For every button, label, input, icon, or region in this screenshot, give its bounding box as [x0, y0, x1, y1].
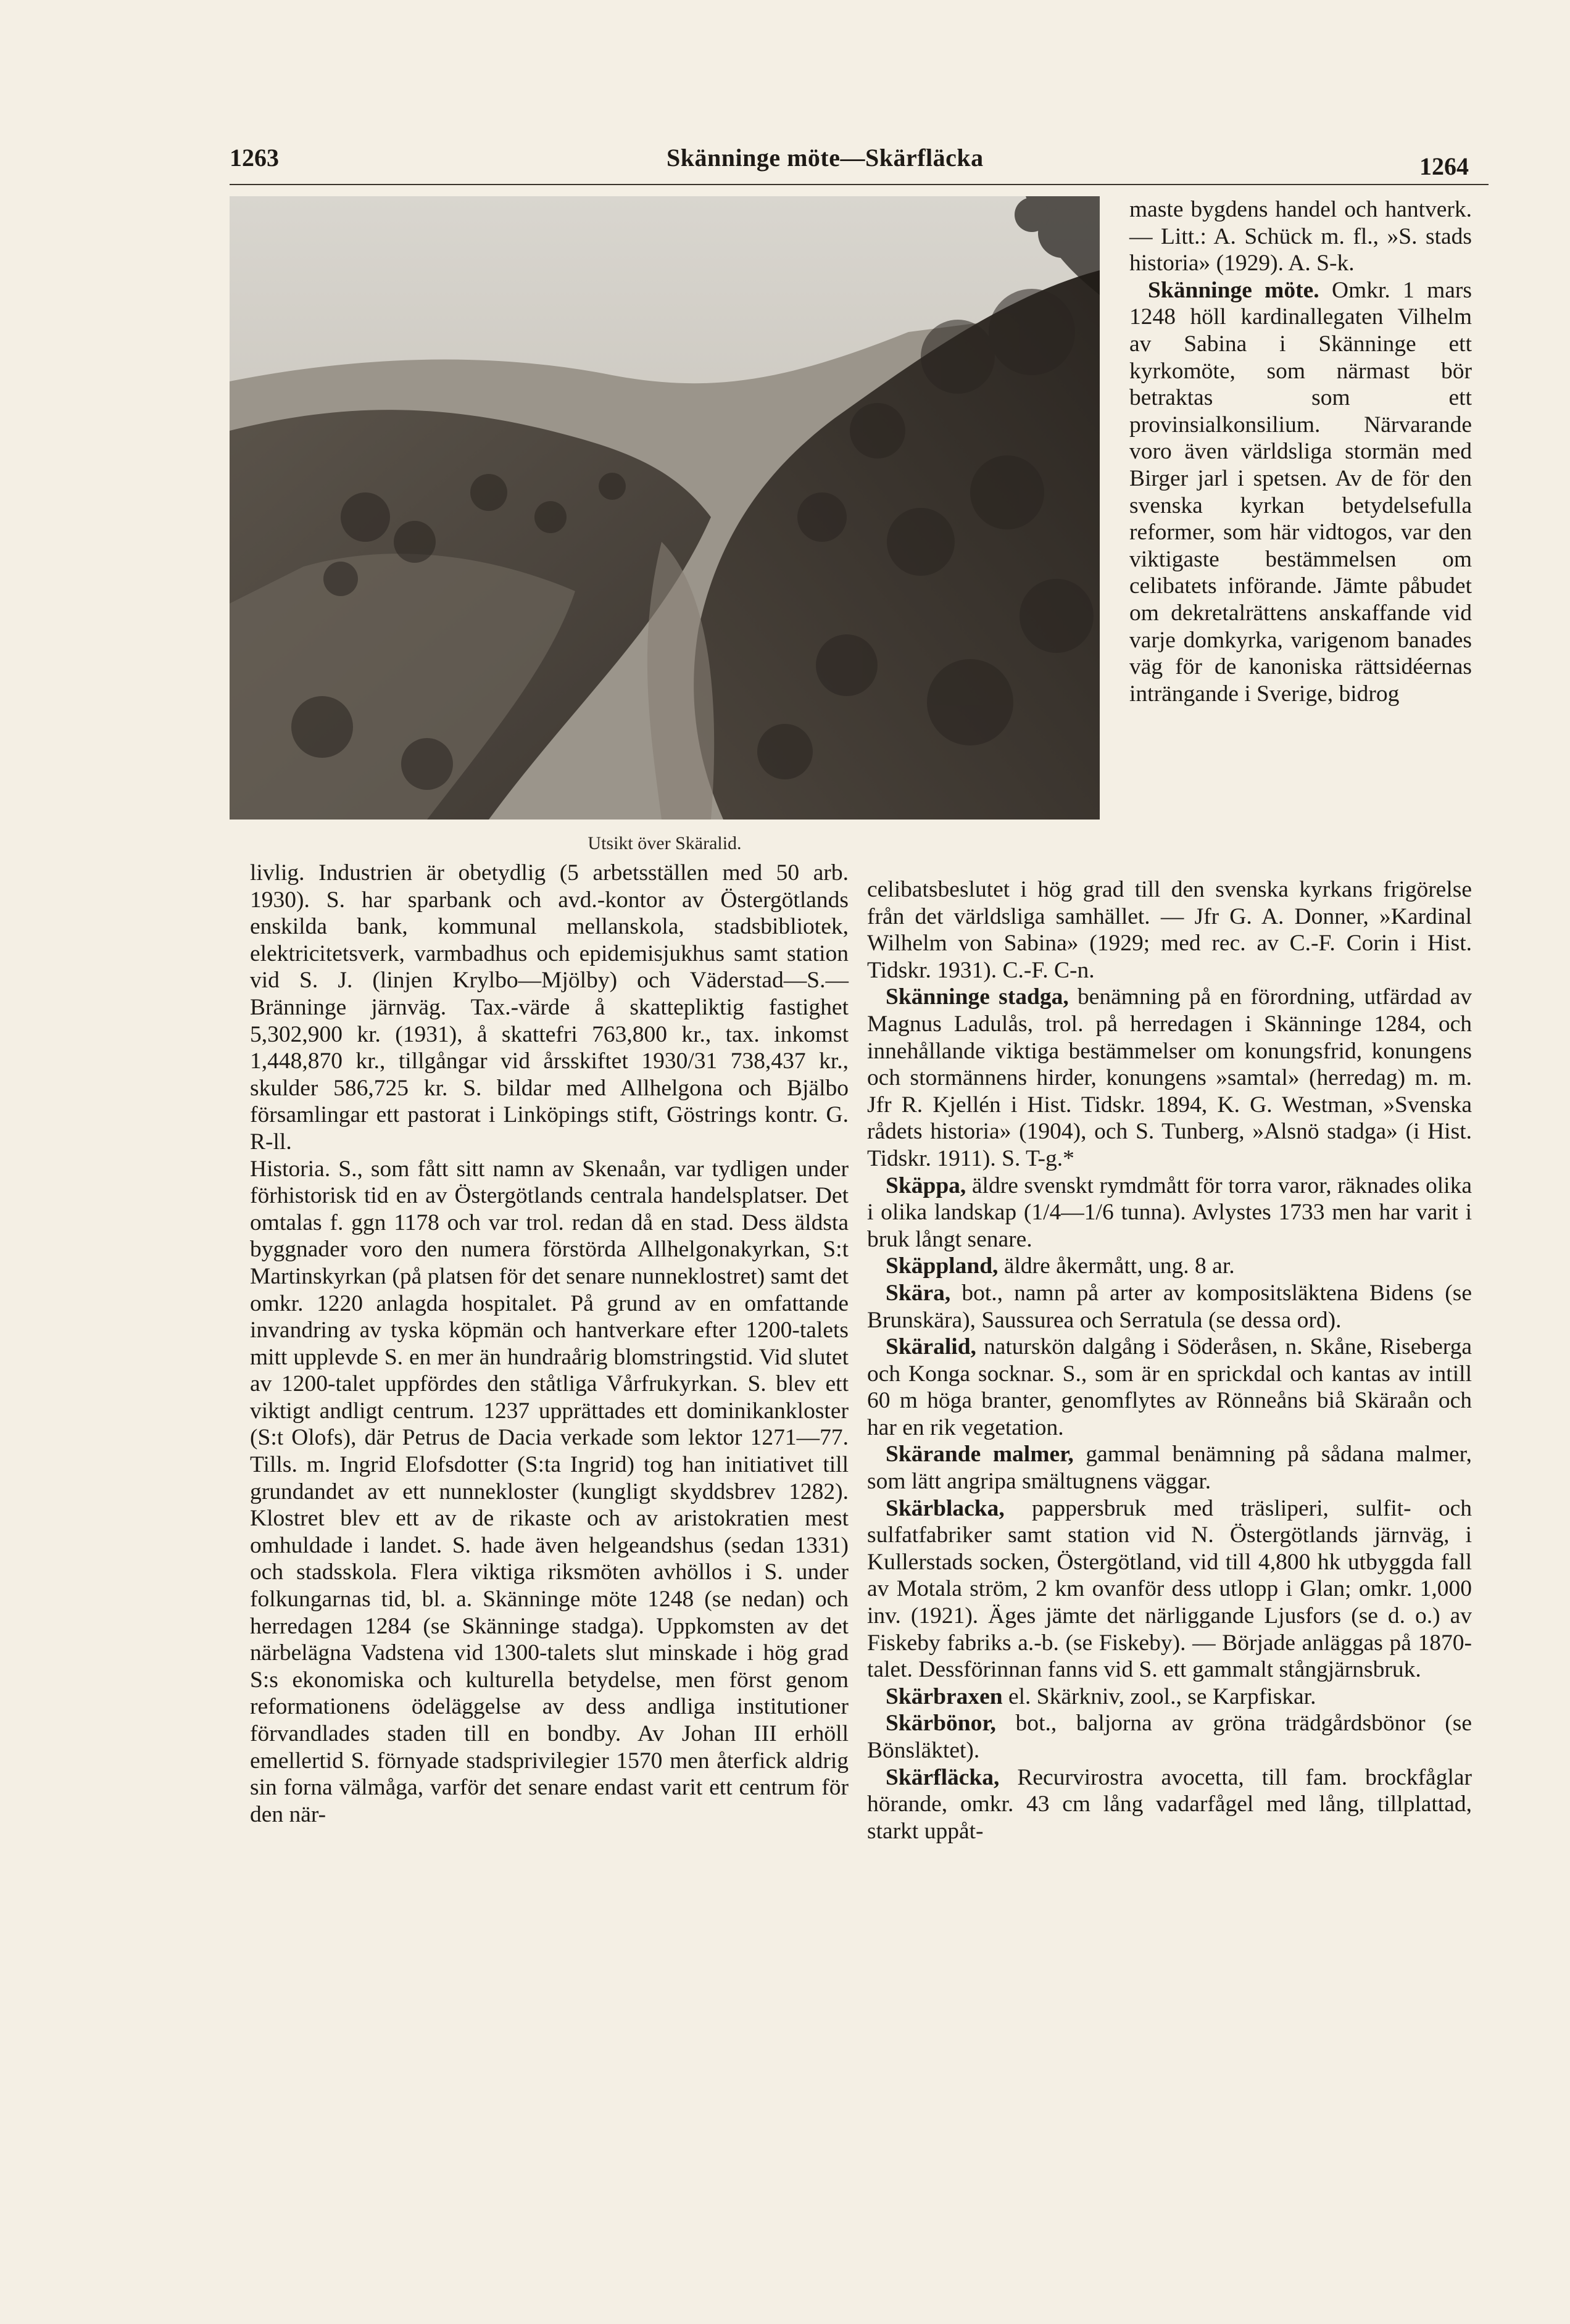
page-number-right: 1264	[1419, 152, 1469, 180]
right-top-paragraph-1: maste bygdens handel och hantverk. — Litt.: A. Schück m. fl., »S. stads historia» (1929). A. S-k.	[1129, 197, 1472, 276]
entry-headword: Skänninge möte.	[1148, 277, 1319, 303]
entry-headword: Skärande malmer,	[886, 1442, 1074, 1467]
left-column	[250, 860, 849, 1828]
left-paragraph-1: livlig. Industrien är obetydlig (5 arbetsställen med 50 arb. 1930). S. har sparbank och avd.-kontor av Östergötlands enskilda bank, kommunal mellanskola, stadsbibliotek, elektricitetsverk, varmbadhus och epidemisjukhus samt station vid S. J. (linjen Krylbo—Mjölby) och Väderstad—S.—Bränninge järnväg. Tax.-värde å skattepliktig fastighet 5,302,900 kr. (1931), å skattefri 763,800 kr., tax. inkomst 1,448,870 kr., tillgångar vid årsskiftet 1930/31 738,437 kr., skulder 586,725 kr. S. bildar med Allhelgona och Bjälbo församlingar ett pastorat i Linköpings stift, Göstrings kontr. G. R-ll.	[250, 860, 849, 1155]
running-head: Skänninge möte—Skärfläcka	[667, 144, 984, 172]
entry-skarande-malmer: Skärande malmer, gammal benämning på sådana malmer, som lätt angripa smältugnens väggar.	[867, 1442, 1472, 1495]
left-paragraph-historia: Historia. S., som fått sitt namn av Skenaån, var tydligen under förhistorisk tid en av Östergötlands centrala handelsplatser. Det omtalas f. ggn 1178 och var trol. redan då en stad. Dess äldsta byggnader voro den numera förstörda Allhelgonakyrkan, S:t Martinskyrkan (på platsen för det senare nunneklostret) samt det omkr. 1220 anlagda hospitalet. På grund av en omfattande invandring av tyska köpmän och hantverkare efter 1200-talets mitt upplevde S. en mer än hundraårig blomstringstid. Vid slutet av 1200-talet uppfördes den ståtliga Vårfrukyrkan. S. blev ett viktigt andligt centrum. 1237 upprättades ett dominikankloster (S:t Olofs), där Petrus de Dacia verkade som lektor 1271—77. Tills. m. Ingrid Elofsdotter (S:ta Ingrid) tog han initiativet till grundandet av ett nunnekloster (kungligt skyddsbrev 1282). Klostret blev ett av de rikaste och av aristokratien mest omhuldade i landet. S. hade även helgeandshus (sedan 1331) och stadsskola. Flera viktiga riksmöten avhöllos i S. under folkungarnas tid, bl. a. Skänninge möte 1248 (se nedan) och herredagen 1284 (se Skänninge stadga). Uppkomsten av det närbelägna Vadstena vid 1300-talets slut minskade i hög grad S:s ekonomiska och kulturella betydelse, men först genom reformationens ödeläggelse av dess andliga institutioner förvandlades staden till en bondby. Av Johan III erhöll emellertid S. förnyade stadsprivilegier 1570 men återfick aldrig sin forna välmåga, varför det senare endast varit ett centrum för den när-	[250, 1156, 849, 1827]
right-column-bottom	[867, 876, 1472, 1845]
entry-headword: Skäppa,	[886, 1172, 966, 1198]
entry-skarflacka: Skärfläcka, Recurvirostra avocetta, till fam. brockfåglar hörande, omkr. 43 cm lång vadarfågel med lång, tillplattad, starkt uppåt-	[867, 1764, 1472, 1844]
entry-skara: Skära, bot., namn på arter av kompositsläktena Bidens (se Brunskära), Saussurea och Serratula (se dessa ord).	[867, 1280, 1472, 1333]
landscape-photo	[230, 196, 1100, 820]
entry-headword: Skärblacka,	[886, 1495, 1005, 1521]
entry-skarbraxen: Skärbraxen el. Skärkniv, zool., se Karpfiskar.	[886, 1683, 1316, 1709]
entry-skappland: Skäppland, äldre åkermått, ung. 8 ar.	[886, 1253, 1235, 1279]
header-rule	[230, 184, 1489, 185]
entry-headword: Skärbönor,	[886, 1711, 996, 1737]
entry-skanninge-stadga: Skänninge stadga, benämning på en förordning, utfärdad av Magnus Ladulås, trol. på herredagen i Skänninge 1284, och innehållande viktiga bestämmelser om konungsfrid, konungens och stormännens hirder, konungens »samtal» (herredag) m. m. Jfr R. Kjellén i Hist. Tidskr. 1894, K. G. Westman, »Svenska rådets historia» (1904), och S. Tunberg, »Alsnö stadga» (i Hist. Tidskr. 1911). S. T-g.*	[867, 984, 1472, 1171]
landscape-photo-icon	[230, 196, 1100, 820]
entry-headword: Skäppland,	[886, 1253, 999, 1279]
entry-skappa: Skäppa, äldre svenskt rymdmått för torra varor, räknades olika i olika landskap (1/4—1/6 tunna). Avlystes 1733 men har varit i bruk långt senare.	[867, 1172, 1472, 1252]
figure-caption: Utsikt över Skäralid.	[588, 833, 742, 853]
entry-headword: Skära,	[886, 1280, 951, 1306]
page-number-left: 1263	[230, 144, 279, 172]
entry-headword: Skärbraxen	[886, 1683, 1003, 1709]
entry-skanninge-mote: Skänninge möte. Omkr. 1 mars 1248 höll kardinallegaten Vilhelm av Sabina i Skänninge ett kyrkomöte, som närmast bör betraktas som ett provinsialkonsilium. Närvarande voro även världsliga stormän med Birger jarl i spetsen. Av de för den svenska kyrkan betydelsefulla reformer, som här vidtogos, var den viktigaste bestämmelsen om celibatets införande. Jämte påbudet om dekretalrättens anskaffande vid varje domkyrka, varigenom banades väg för de kanoniska rättsidéernas inträngande i Sverige, bidrog	[1129, 277, 1472, 707]
entry-skarblacka: Skärblacka, pappersbruk med träsliperi, sulfit- och sulfatfabriker samt station vid N. Östergötlands järnväg, i Kullerstads socken, Östergötland, vid till 4,800 hk utbyggda fall av Motala ström, 2 km ovanför dess utlopp i Glan; omkr. 1,000 inv. (1921). Äges jämte det närliggande Ljusfors (se d. o.) av Fiskeby fabriks a.-b. (se Fiskeby). — Började anläggas på 1870-talet. Dessförinnan fanns vid S. ett gammalt stångjärnsbruk.	[867, 1495, 1472, 1683]
entry-skarbonor: Skärbönor, bot., baljorna av gröna trädgårdsbönor (se Bönsläktet).	[867, 1711, 1472, 1763]
entry-continuation: celibatsbeslutet i hög grad till den svenska kyrkans frigörelse från det världsliga samhället. — Jfr G. A. Donner, »Kardinal Wilhelm von Sabina» (1929; med rec. av C.-F. Corin i Hist. Tidskr. 1931). C.-F. C-n.	[867, 877, 1472, 983]
entry-headword: Skärfläcka,	[886, 1764, 1000, 1790]
right-column-top	[1129, 196, 1472, 707]
entry-headword: Skäralid,	[886, 1334, 976, 1360]
entry-skaralid: Skäralid, naturskön dalgång i Söderåsen, n. Skåne, Riseberga och Konga socknar. S., som är en sprickdal och kantas av intill 60 m höga branter, genomflytes av Rönneåns biå Skäraån och har en rik vegetation.	[867, 1334, 1472, 1440]
entry-headword: Skänninge stadga,	[886, 984, 1069, 1010]
